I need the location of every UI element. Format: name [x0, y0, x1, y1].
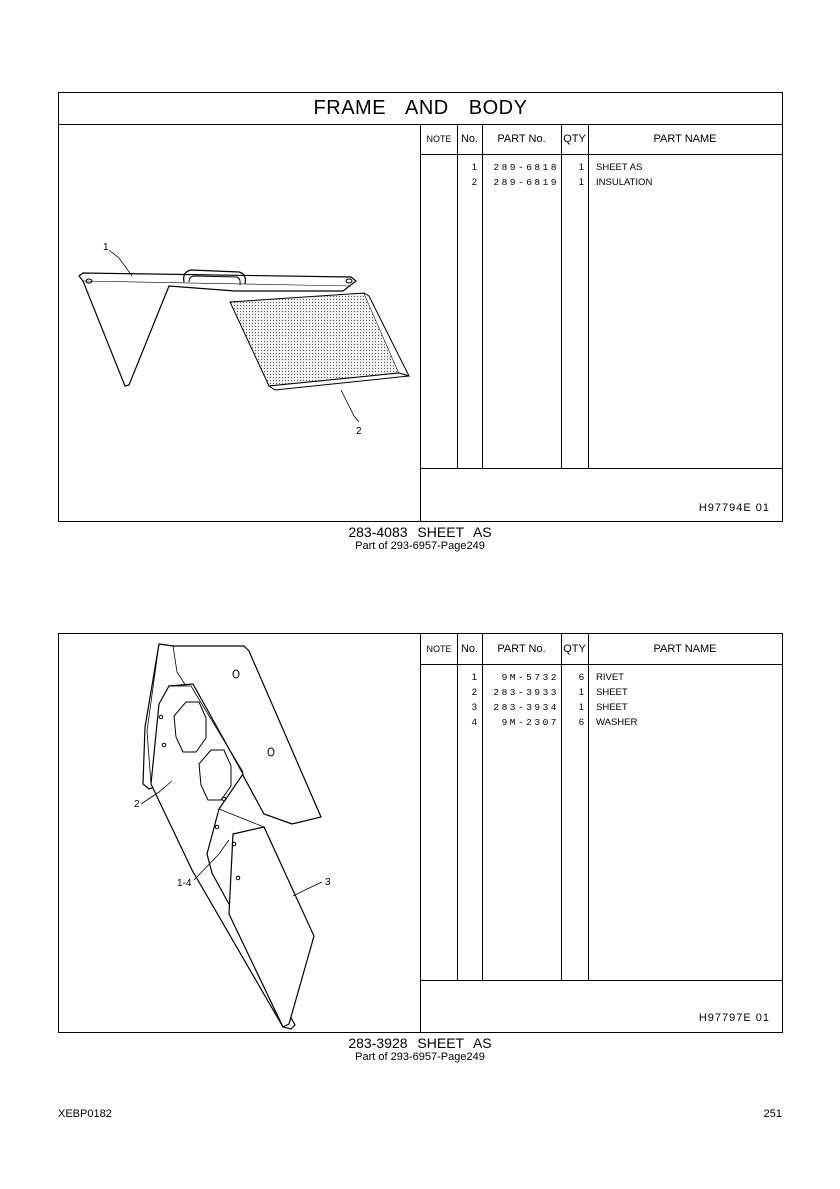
table-row [421, 685, 782, 700]
row-no: 3 [471, 702, 477, 713]
callout-label: 3 [325, 877, 331, 888]
table-row [421, 175, 782, 190]
row-part-no: 9M-2307 [501, 717, 559, 728]
row-no: 4 [471, 717, 477, 728]
assembly-subcaption-2: Part of 293-6957-Page249 [355, 1051, 485, 1063]
page-number: 251 [763, 1108, 782, 1120]
callout-label: 1-4 [177, 878, 192, 889]
row-part-name: SHEET [596, 687, 628, 698]
row-part-no: 9M-5732 [501, 672, 559, 683]
table-row [421, 715, 782, 730]
parts-table-1 [421, 124, 782, 521]
parts-illustration-2 [59, 634, 421, 1032]
callout-label: 2 [134, 799, 140, 810]
table-body [421, 670, 782, 730]
sheet-as-drawing [59, 124, 419, 521]
drawing-code: H97797E 01 [698, 1012, 770, 1024]
drawing-code: H97794E 01 [698, 502, 770, 514]
table-body [421, 160, 782, 190]
row-no: 2 [471, 177, 477, 188]
row-qty: 1 [578, 177, 584, 188]
header-part-name: PART NAME [653, 643, 717, 655]
callout-label: 1 [103, 242, 109, 253]
sheet-as-assembly-drawing [59, 634, 419, 1031]
header-part-no: PART No. [497, 643, 546, 655]
assembly-subcaption-1: Part of 293-6957-Page249 [355, 540, 485, 552]
row-part-no: 283-3934 [493, 702, 559, 713]
row-qty: 1 [578, 162, 584, 173]
row-qty: 1 [578, 702, 584, 713]
row-qty: 6 [578, 717, 584, 728]
row-part-no: 283-3933 [493, 687, 559, 698]
table-header [421, 634, 782, 665]
parts-panel-1 [58, 92, 783, 522]
section-title: FRAME AND BODY [59, 93, 782, 125]
parts-panel-2 [58, 633, 783, 1033]
parts-illustration-1 [59, 124, 421, 521]
row-no: 1 [471, 672, 477, 683]
row-part-name: SHEET AS [596, 162, 643, 173]
header-note: NOTE [426, 644, 452, 654]
assembly-caption-2: 283-3928 SHEET AS [348, 1035, 492, 1051]
document-id: XEBP0182 [58, 1108, 112, 1120]
row-qty: 6 [578, 672, 584, 683]
header-qty: QTY [563, 133, 586, 145]
row-no: 2 [471, 687, 477, 698]
header-part-name: PART NAME [653, 133, 717, 145]
table-row [421, 700, 782, 715]
parts-table-2 [421, 634, 782, 1032]
row-qty: 1 [578, 687, 584, 698]
table-header [421, 124, 782, 155]
row-part-name: RIVET [596, 672, 624, 683]
callout-label: 2 [356, 426, 362, 437]
table-row [421, 160, 782, 175]
header-qty: QTY [563, 643, 586, 655]
header-note: NOTE [426, 134, 452, 144]
row-part-name: INSULATION [596, 177, 653, 188]
header-no: No. [460, 643, 479, 655]
row-part-name: SHEET [596, 702, 628, 713]
header-no: No. [460, 133, 479, 145]
header-part-no: PART No. [497, 133, 546, 145]
assembly-caption-1: 283-4083 SHEET AS [348, 524, 492, 540]
row-no: 1 [471, 162, 477, 173]
row-part-no: 289-6818 [493, 162, 559, 173]
row-part-name: WASHER [596, 717, 638, 728]
table-row [421, 670, 782, 685]
row-part-no: 289-6819 [493, 177, 559, 188]
